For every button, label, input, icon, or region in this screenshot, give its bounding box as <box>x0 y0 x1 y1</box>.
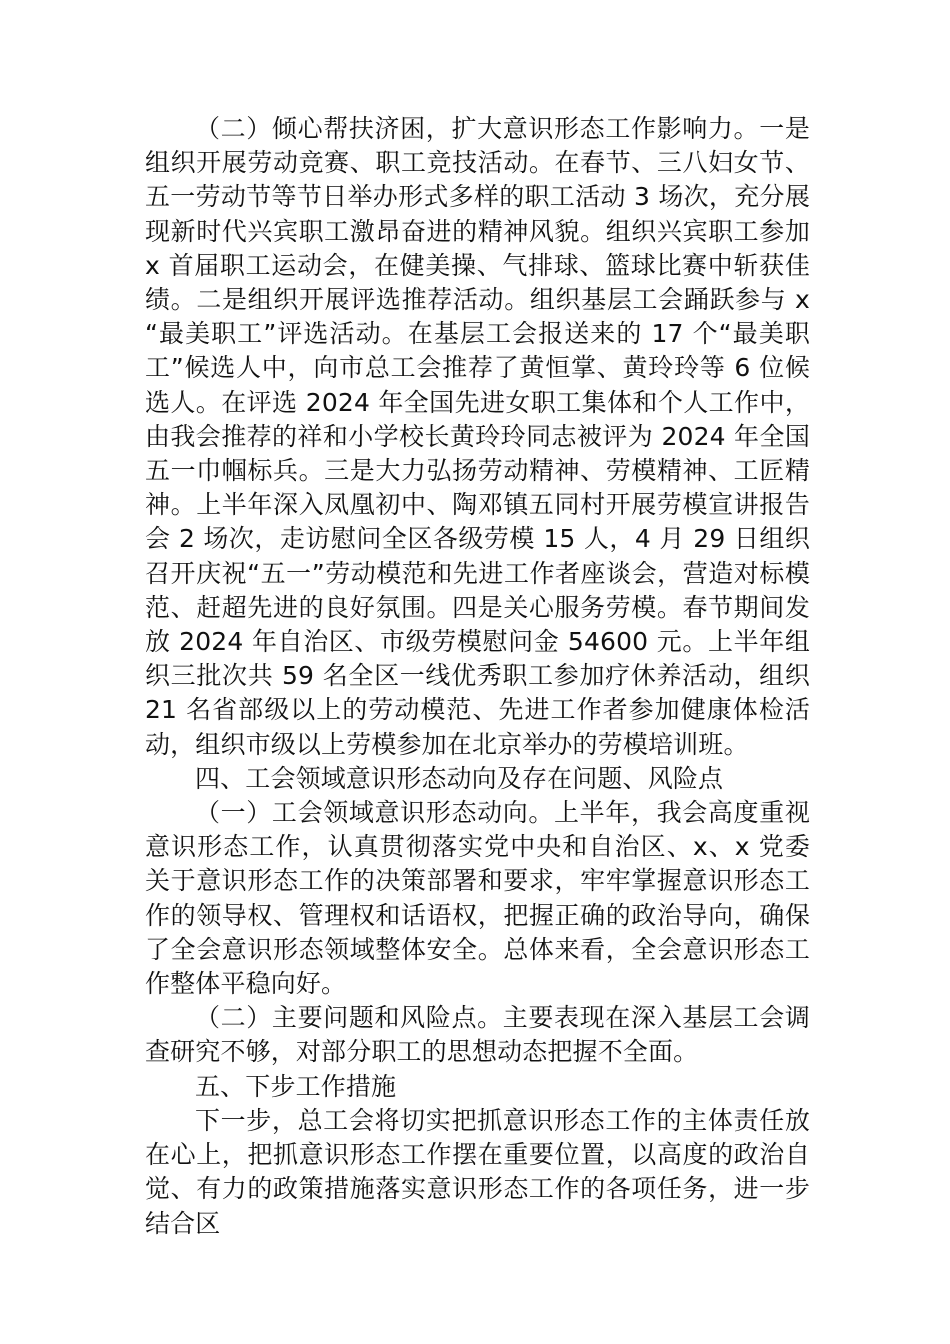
heading-section-four: 四、工会领域意识形态动向及存在问题、风险点 <box>195 763 724 793</box>
paragraph-ideology-trends: （一）工会领域意识形态动向。上半年，我会高度重视意识形态工作，认真贯彻落实党中央和自治区、x、x 党委关于意识形态工作的决策部署和要求，牢牢掌握意识形态工作的领导权、管理权和话语权，把握正确的政治导向，确保了全会意识形态领域整体安全。总体来看，全会意识形态工作整体平稳向好。 <box>145 798 810 999</box>
heading-section-five: 五、下步工作措施 <box>195 1071 397 1101</box>
paragraph-support-workers: （二）倾心帮扶济困，扩大意识形态工作影响力。一是组织开展劳动竞赛、职工竞技活动。在春节、三八妇女节、五一劳动节等节日举办形式多样的职工活动 3 场次，充分展现新时代兴宾职工激昂奋进的精神风貌。组织兴宾职工参加 x 首届职工运动会，在健美操、气排球、篮球比赛中斩获佳绩。二是组织开展评选推荐活动。组织基层工会踊跃参与 x “最美职工”评选活动。在基层工会报送来的 17 个“最美职工”候选人中，向市总工会推荐了黄恒掌、黄玲玲等 6 位候选人。在评选 2024 年全国先进女职工集体和个人工作中，由我会推荐的祥和小学校长黄玲玲同志被评为 2024 年全国五一巾帼标兵。三是大力弘扬劳动精神、劳模精神、工匠精神。上半年深入凤凰初中、陶邓镇五同村开展劳模宣讲报告会 2 场次，走访慰问全区各级劳模 15 人，4 月 29 日组织召开庆祝“五一”劳动模范和先进工作者座谈会，营造对标模范、赶超先进的良好氛围。四是关心服务劳模。春节期间发放 2024 年自治区、市级劳模慰问金 54600 元。上半年组织三批次共 59 名全区一线优秀职工参加疗休养活动，组织 21 名省部级以上的劳动模范、先进工作者参加健康体检活动，组织市级以上劳模参加在北京举办的劳模培训班。 <box>145 114 810 759</box>
paragraph-next-steps: 下一步，总工会将切实把抓意识形态工作的主体责任放在心上，把抓意识形态工作摆在重要位置，以高度的政治自觉、有力的政策措施落实意识形态工作的各项任务，进一步结合区 <box>145 1105 810 1238</box>
paragraph-main-problems: （二）主要问题和风险点。主要表现在深入基层工会调查研究不够，对部分职工的思想动态把握不全面。 <box>145 1003 810 1067</box>
document-body <box>145 112 810 1241</box>
